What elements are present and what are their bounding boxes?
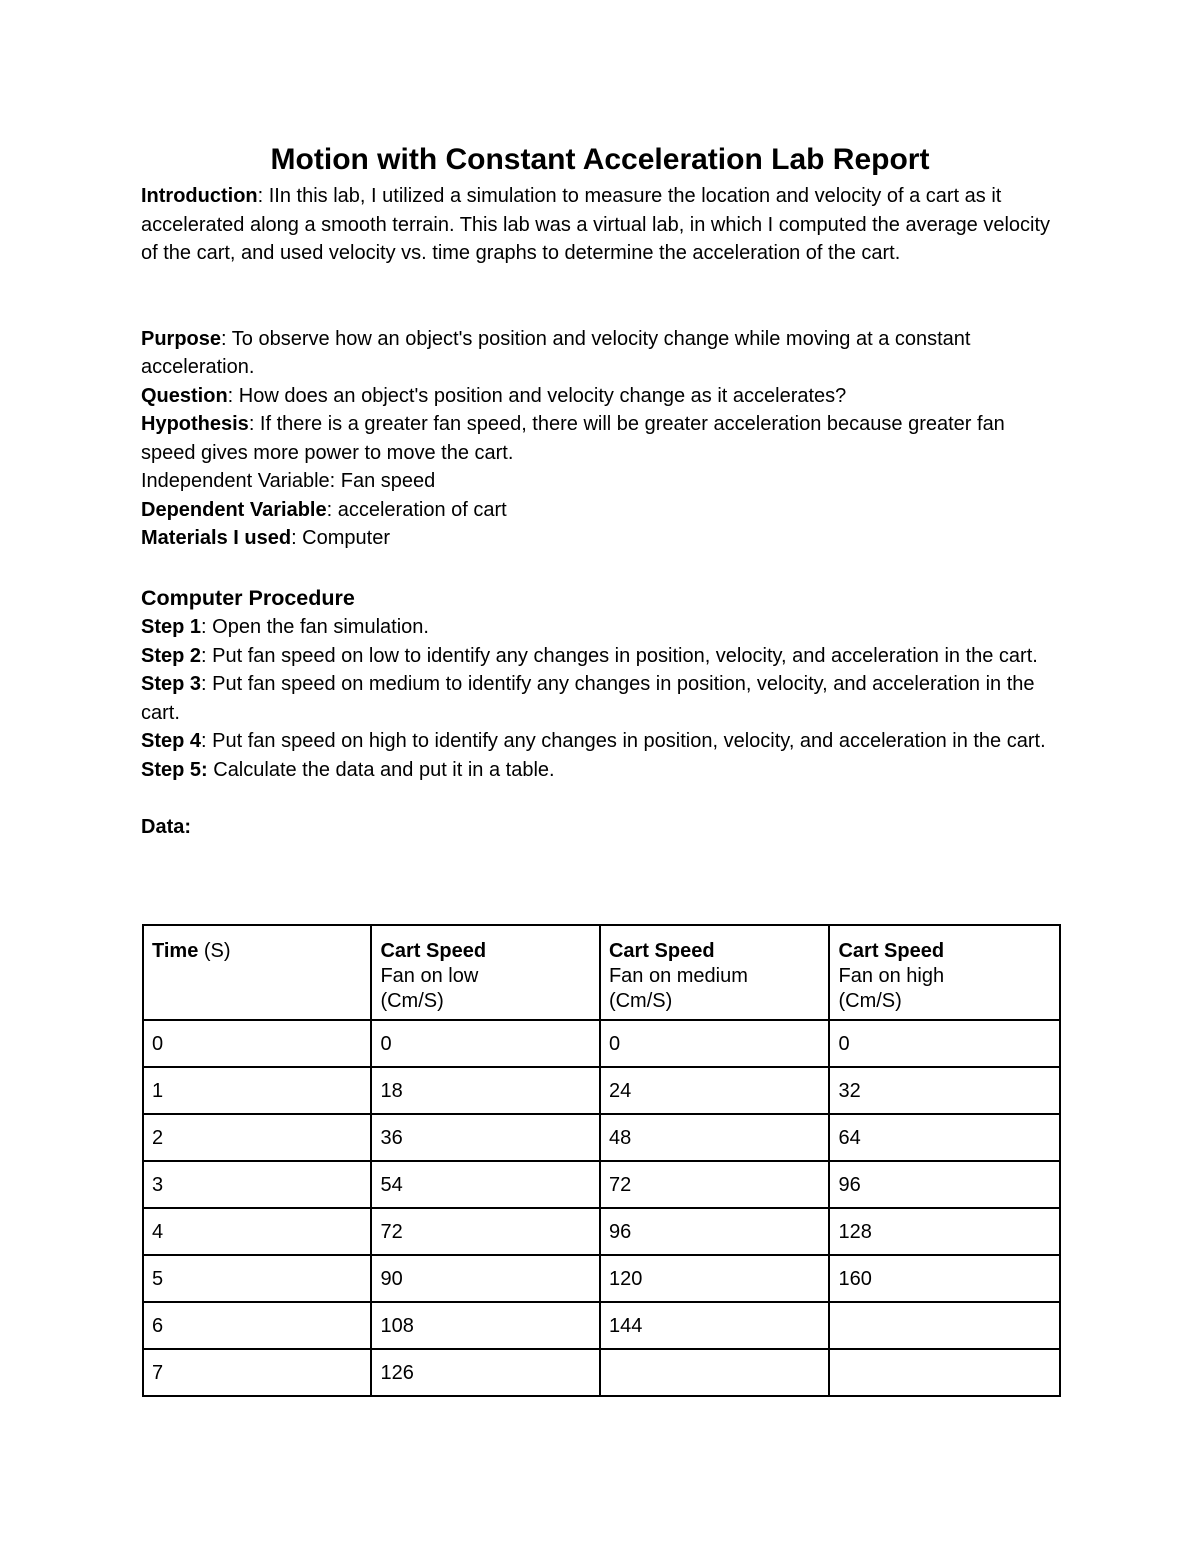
table-header-cell [143, 925, 371, 1020]
table-cell: 126 [371, 1349, 600, 1396]
table-row [143, 1161, 1060, 1208]
table-cell: 32 [829, 1067, 1060, 1114]
question-text: : How does an object's position and velocity change as it accelerates? [227, 384, 847, 407]
purpose-label: Purpose [141, 327, 222, 350]
table-row [143, 1208, 1060, 1255]
header-title: Time [152, 940, 199, 962]
table-cell: 64 [829, 1114, 1060, 1161]
independent-variable: Independent Variable: Fan speed [141, 470, 436, 492]
table-cell: 72 [371, 1208, 600, 1255]
table-cell: 2 [143, 1114, 371, 1161]
spacer [141, 553, 1061, 582]
step-label: Step 3 [141, 673, 202, 695]
procedure-step-1 [141, 613, 1061, 642]
procedure-heading: Computer Procedure [141, 586, 355, 610]
spacer [141, 784, 1061, 813]
question-paragraph [141, 382, 1061, 411]
table-cell: 160 [829, 1255, 1060, 1302]
purpose-text: : To observe how an object's position and velocity change while moving at a constant acceleration. [141, 327, 971, 378]
table-header-cell [371, 925, 600, 1020]
header-subtitle: Fan on low [380, 965, 479, 987]
hypothesis-label: Hypothesis [141, 413, 249, 435]
table-header-cell [829, 925, 1060, 1020]
table-row [143, 1020, 1060, 1067]
step-label: Step 1 [141, 616, 202, 638]
header-title: Cart Speed [380, 940, 487, 962]
table-row [143, 1114, 1060, 1161]
table-cell [829, 1302, 1060, 1349]
question-label: Question [141, 384, 228, 407]
header-title: Cart Speed [838, 940, 945, 962]
table-row [143, 1302, 1060, 1349]
header-unit: (Cm/S) [838, 990, 902, 1012]
table-cell: 144 [600, 1302, 830, 1349]
introduction-label: Introduction [141, 185, 258, 207]
header-unit: (Cm/S) [380, 990, 444, 1012]
dependent-variable-label: Dependent Variable [141, 498, 327, 521]
table-cell: 0 [600, 1020, 830, 1067]
step-text: : Put fan speed on low to identify any changes in position, velocity, and acceleration in the cart. [201, 644, 1038, 667]
table-cell: 1 [143, 1067, 371, 1114]
header-subtitle: Fan on high [838, 965, 945, 987]
step-text: : Put fan speed on high to identify any changes in position, velocity, and acceleration in the cart. [201, 730, 1046, 752]
table-row [143, 1067, 1060, 1114]
table-cell: 48 [600, 1114, 830, 1161]
table-cell: 0 [371, 1020, 600, 1067]
step-text: Calculate the data and put it in a table. [207, 758, 555, 781]
hypothesis-paragraph [141, 410, 1061, 467]
table-cell: 24 [600, 1067, 830, 1114]
table-cell: 36 [371, 1114, 600, 1161]
materials-text: : Computer [291, 527, 390, 549]
purpose-paragraph [141, 325, 1061, 382]
table-cell: 6 [143, 1302, 371, 1349]
table-cell: 18 [371, 1067, 600, 1114]
data-label: Data: [141, 815, 192, 838]
header-unit: (Cm/S) [608, 990, 673, 1012]
table-cell: 128 [829, 1208, 1060, 1255]
header-subtitle: Fan on medium [608, 965, 748, 987]
procedure-step-3 [141, 670, 1061, 727]
page-title: Motion with Constant Acceleration Lab Report [270, 143, 930, 176]
table-cell: 72 [600, 1161, 830, 1208]
step-text: : Open the fan simulation. [201, 616, 429, 638]
table-cell: 3 [143, 1161, 371, 1208]
table-cell: 5 [143, 1255, 371, 1302]
table-cell: 7 [143, 1349, 371, 1396]
dependent-variable-paragraph [141, 496, 1061, 525]
table-cell: 120 [600, 1255, 830, 1302]
step-label: Step 4 [141, 730, 202, 752]
step-label: Step 2 [141, 644, 202, 667]
procedure-step-2 [141, 642, 1061, 671]
data-table-body [143, 925, 1060, 1396]
table-cell: 0 [829, 1020, 1060, 1067]
procedure-step-4 [141, 727, 1061, 756]
table-cell: 4 [143, 1208, 371, 1255]
table-cell: 0 [143, 1020, 371, 1067]
spacer [141, 268, 1061, 325]
table-row [143, 1255, 1060, 1302]
table-cell: 96 [829, 1161, 1060, 1208]
table-cell: 90 [371, 1255, 600, 1302]
header-unit: (S) [198, 940, 231, 962]
table-header-cell [600, 925, 830, 1020]
table-cell: 108 [371, 1302, 600, 1349]
data-table [142, 924, 1061, 1397]
introduction-paragraph [141, 182, 1061, 268]
table-cell: 54 [371, 1161, 600, 1208]
dependent-variable-text: : acceleration of cart [326, 498, 507, 521]
table-cell: 96 [600, 1208, 830, 1255]
table-header-row [143, 925, 1060, 1020]
table-cell [829, 1349, 1060, 1396]
table-cell [600, 1349, 830, 1396]
header-title: Cart Speed [608, 940, 715, 962]
materials-paragraph [141, 524, 1061, 553]
materials-label: Materials I used [141, 527, 292, 549]
step-text: : Put fan speed on medium to identify any changes in position, velocity, and acceleration in the cart. [141, 673, 1035, 724]
hypothesis-text: : If there is a greater fan speed, there will be greater acceleration because greater fan speed gives more power to move the cart. [141, 413, 1005, 464]
report-body [141, 182, 1061, 841]
introduction-text: : IIn this lab, I utilized a simulation to measure the location and velocity of a cart as it accelerated along a smooth terrain. This lab was a virtual lab, in which I computed the average velocity of the cart, and used velocity vs. time graphs to determine the acceleration of the cart. [141, 185, 1051, 264]
step-label: Step 5: [141, 758, 208, 781]
procedure-step-5 [141, 756, 1061, 785]
table-row [143, 1349, 1060, 1396]
